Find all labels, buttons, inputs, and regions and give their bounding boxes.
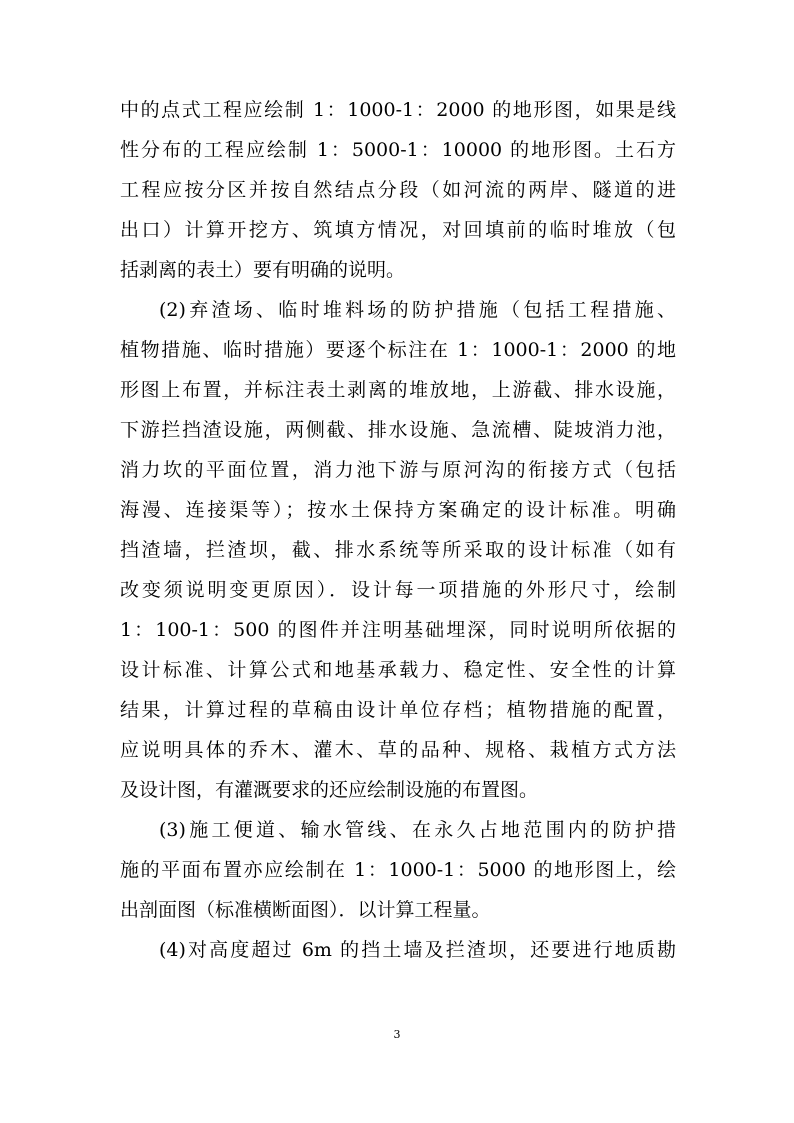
paragraph-start-line: (4)对高度超过 6m 的挡土墙及拦渣坝，还要进行地质勘 — [159, 939, 676, 961]
text-line: 工程应按分区并按自然结点分段（如河流的两岸、隧道的进 — [120, 179, 676, 201]
text-line: 出口）计算开挖方、筑填方情况，对回填前的临时堆放（包 — [120, 219, 676, 241]
text-line: 消力坎的平面位置，消力池下游与原河沟的衔接方式（包括 — [120, 459, 676, 481]
text-line: 出剖面图（标准横断面图）．以计算工程量。 — [120, 899, 491, 921]
text-line: 设计标准、计算公式和地基承载力、稳定性、安全性的计算 — [120, 659, 676, 681]
text-line: 结果，计算过程的草稿由设计单位存档；植物措施的配置， — [120, 699, 676, 721]
text-line: 括剥离的表土）要有明确的说明。 — [120, 259, 406, 281]
text-line: 中的点式工程应绘制 1：1000-1：2000 的地形图，如果是线 — [120, 99, 676, 121]
text-line: 改变须说明变更原因）．设计每一项措施的外形尺寸，绘制 — [120, 579, 676, 601]
text-line: 1：100-1：500 的图件并注明基础埋深，同时说明所依据的 — [120, 619, 676, 641]
text-line: 下游拦挡渣设施，两侧截、排水设施、急流槽、陡坡消力池， — [120, 419, 676, 441]
body-text — [120, 90, 676, 970]
text-line: 及设计图，有灌溉要求的还应绘制设施的布置图。 — [120, 779, 539, 801]
text-line: 海漫、连接渠等）；按水土保持方案确定的设计标准。明确 — [120, 499, 676, 521]
text-line: 性分布的工程应绘制 1：5000-1：10000 的地形图。土石方 — [120, 139, 676, 161]
paragraph-start-line: (2)弃渣场、临时堆料场的防护措施（包括工程措施、 — [159, 299, 676, 321]
text-line: 形图上布置，并标注表土剥离的堆放地，上游截、排水设施， — [120, 379, 676, 401]
text-line: 施的平面布置亦应绘制在 1：1000-1：5000 的地形图上，绘 — [120, 859, 676, 881]
text-line: 植物措施、临时措施）要逐个标注在 1：1000-1：2000 的地 — [120, 339, 676, 361]
paragraph-start-line: (3)施工便道、输水管线、在永久占地范围内的防护措 — [159, 819, 676, 841]
text-line: 挡渣墙，拦渣坝，截、排水系统等所采取的设计标准（如有 — [120, 539, 676, 561]
text-line: 应说明具体的乔木、灌木、草的品种、规格、栽植方式方法 — [120, 739, 676, 761]
page-number: 3 — [393, 1028, 401, 1041]
